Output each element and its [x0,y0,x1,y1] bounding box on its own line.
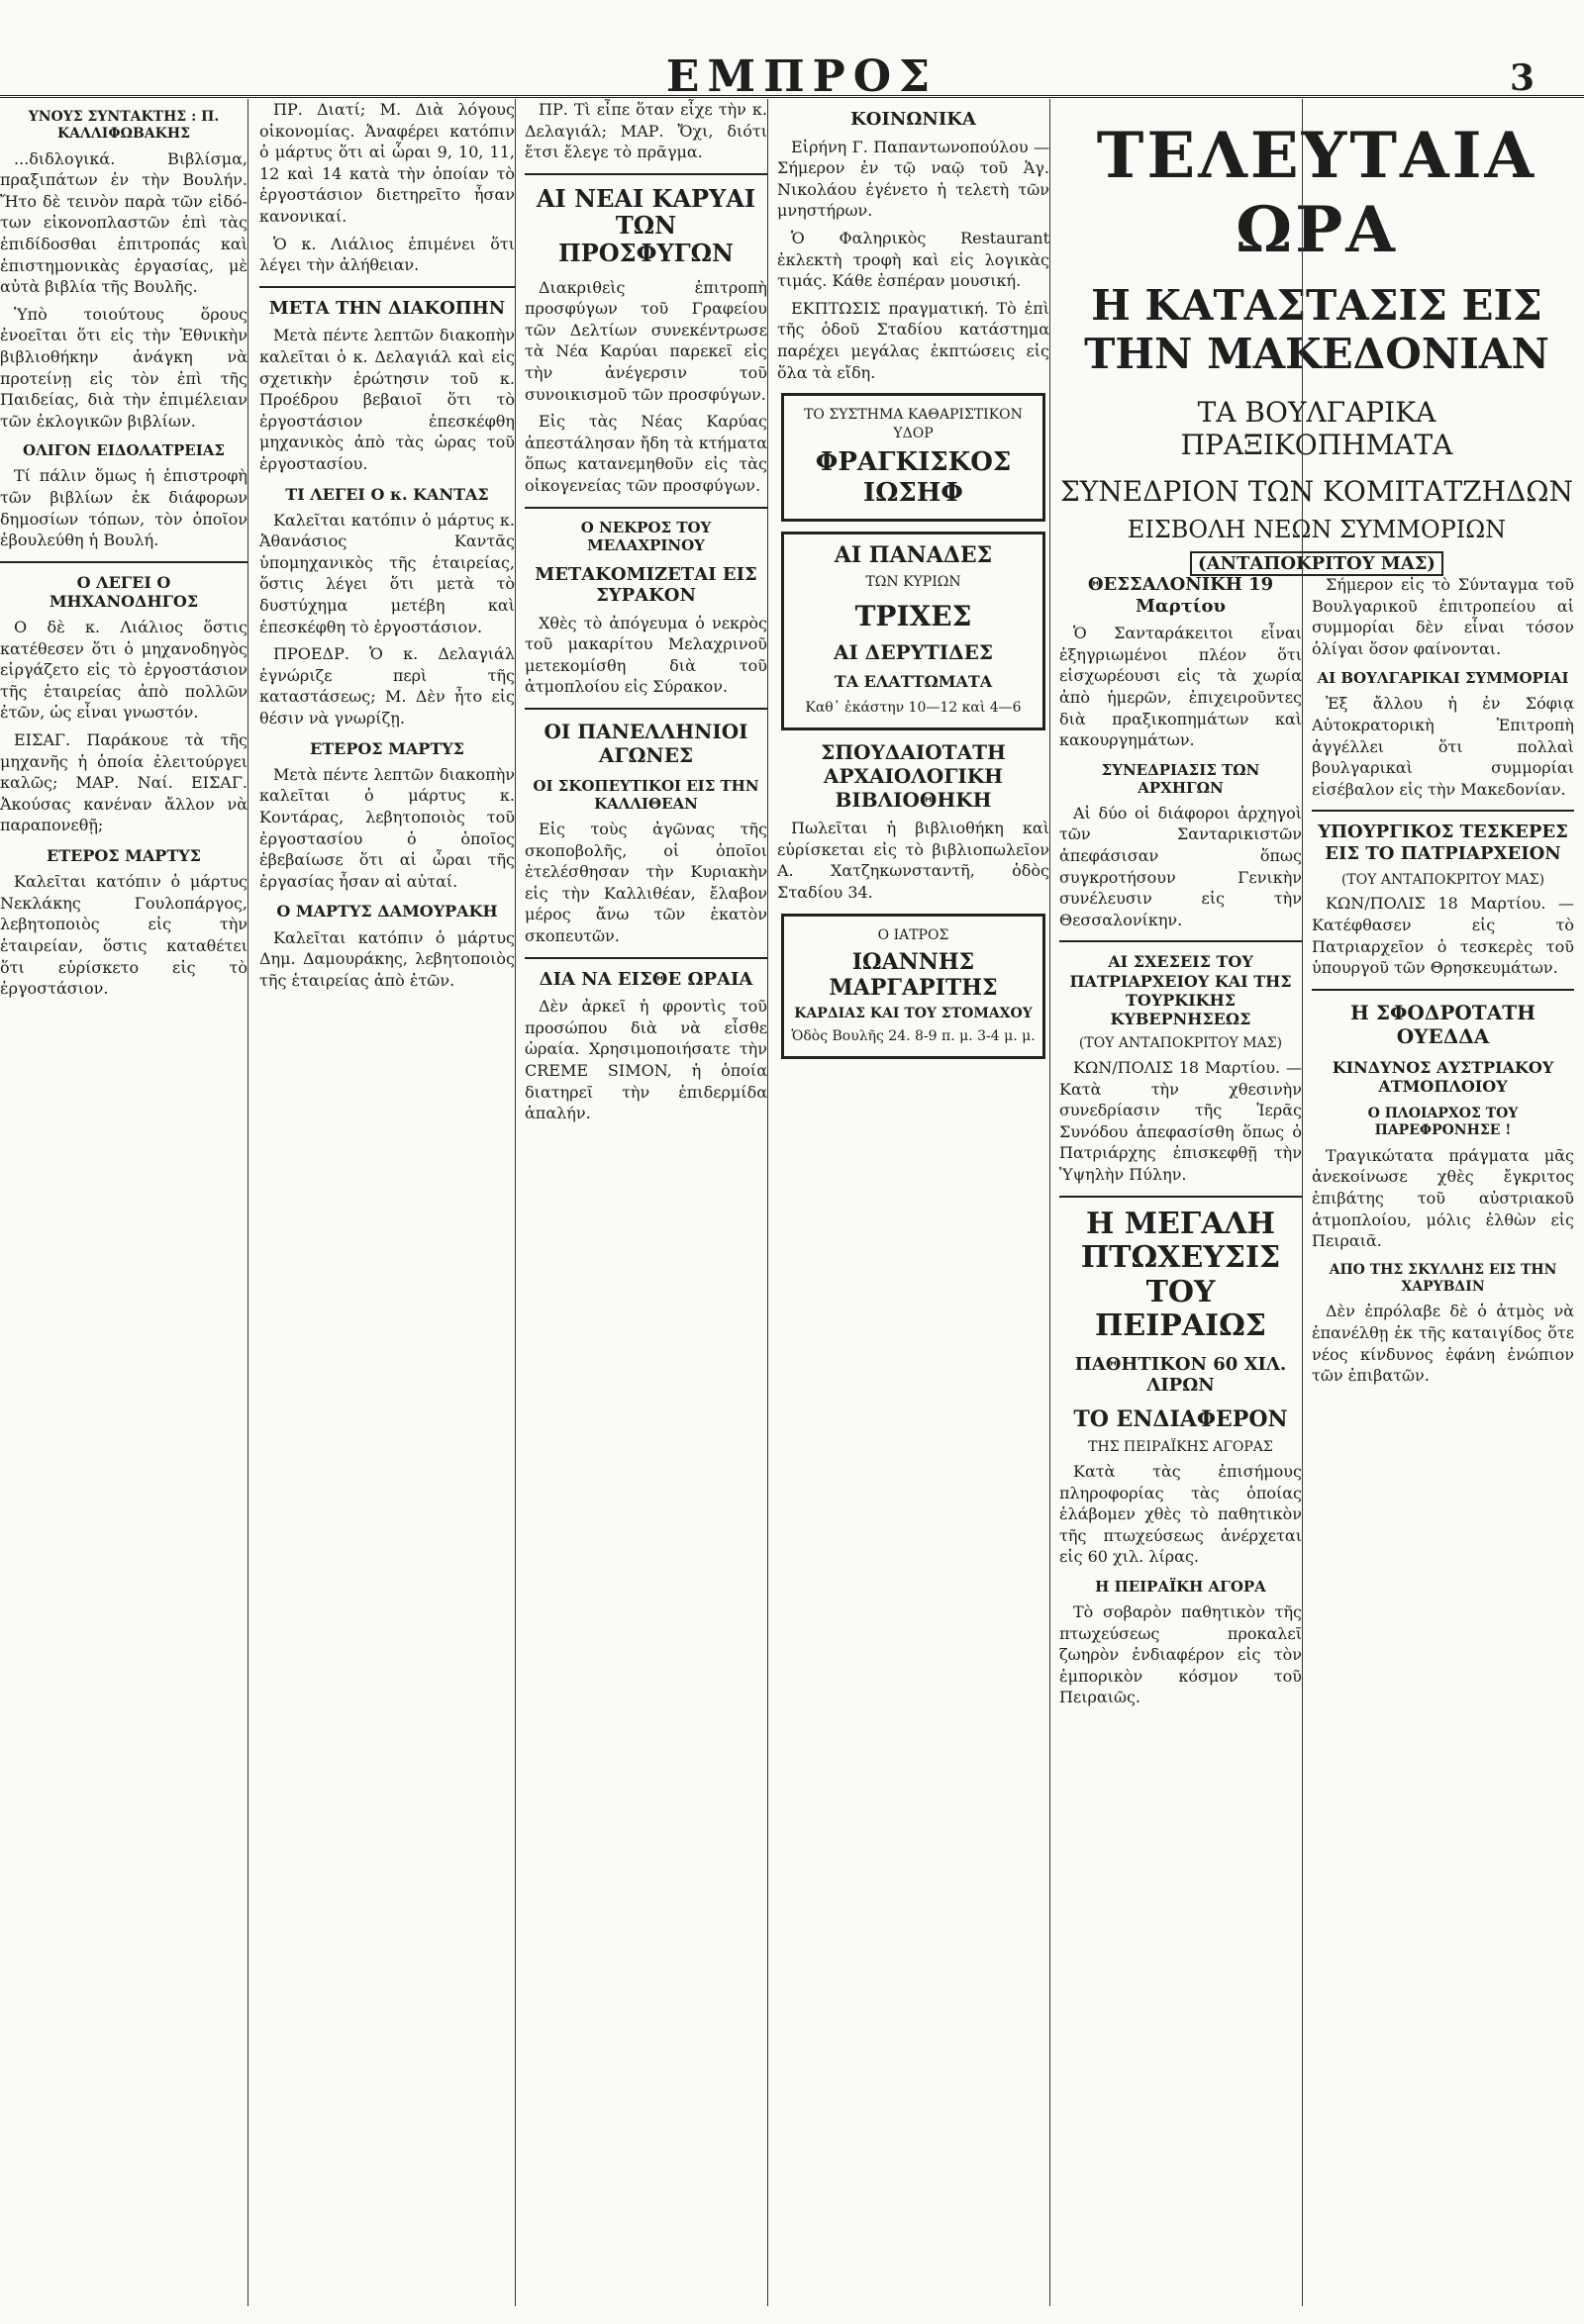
col3-heading: ΑΙ ΝΕΑΙ ΚΑΡΥΑΙ ΤΩΝ ΠΡΟΣΦΥΓΩΝ [536,183,756,267]
col2-heading: ΕΤΕΡΟΣ ΜΑΡΤΥΣ [310,738,464,758]
col2-paragraph: Ὁ κ. Λιάλιος ἐπιμένει ὅτι λέγει τὴν ἀλήθειαν. [259,234,515,275]
advertisement-frangiskos [781,393,1045,522]
col2-paragraph: Καλεῖται κατόπιν ὁ μάρτυς Δημ. Δαμουράκης, λεβητοποιὸς τῆς ἑταιρείας ἀπὸ ἐτῶν. [259,927,515,990]
col2-heading: ΤΙ ΛΕΓΕΙ Ο κ. ΚΑΝΤΑΣ [285,484,489,504]
ad-subtitle: ΚΑΡΔΙΑΣ ΚΑΙ ΤΟΥ ΣΤΟΜΑΧΟΥ [794,1006,1033,1022]
col6-paragraph: Ἐξ ἄλλου ἡ ἐν Σόφιᾳ Αὐτοκρατορικὴ Ἐπιτροπὴ ἀγγέλλει ὅτι πολλαὶ βουλγαρικαὶ συμμορίαι εἰσέβαλον εἰς τὴν Μακεδονίαν. [1312,694,1574,799]
divider [1312,989,1574,991]
col6-heading: ΥΠΟΥΡΓΙΚΟΣ ΤΕΣΚΕΡΕΣ ΕΙΣ ΤΟ ΠΑΤΡΙΑΡΧΕΙΟΝ [1318,822,1568,864]
column-6 [1312,99,1574,2306]
column-3 [525,99,768,2306]
banner-subheading: ΕΙΣΒΟΛΗ ΝΕΩΝ ΣΥΜΜΟΡΙΩΝ [1127,516,1507,543]
column-1-head: ΥΝΟΥΣ ΣΥΝΤΑΚΤΗΣ : Π. ΚΑΛΛΙΦΩΒΑΚΗΣ [28,109,220,142]
col5-heading: Η ΜΕΓΑΛΗ ΠΤΩΧΕΥΣΙΣ ΤΟΥ ΠΕΙΡΑΙΩΣ [1080,1206,1281,1344]
col2-paragraph: Μετὰ πέντε λεπτῶν διακοπὴν καλεῖται ὁ κ. Δελαγιάλ καὶ εἰς σχετικὴν ἐρώτησιν τοῦ κ. Προέδρου βεβαιοῖ ὅτι τὸ ἐργοστάσιον ἐπεσκέφθη μηχανικὸς ἀπὸ τὰς ὡρας τοῦ ἐργοστασίου. [259,326,515,473]
page-number: 3 [1509,57,1534,99]
col3-paragraph: Δὲν ἀρκεῖ ἡ φροντὶς τοῦ προσώπου διὰ νὰ εἶσθε ὡραία. Χρησιμοποιήσατε τὴν CREME SIMON, ἡ ὁποία διατηρεῖ τὴν ἐπιδερμίδα ἁπαλήν. [525,997,767,1123]
col4-heading: ΚΟΙΝΩΝΙΚΑ [850,109,976,130]
col6-credit: (ΤΟΥ ΑΝΤΑΠΟΚΡΙΤΟΥ ΜΑΣ) [1340,871,1545,888]
col5-dateline: ΘΕΣΣΑΛΟΝΙΚΗ 19 Μαρτίου [1087,574,1274,617]
advertisement-panades [781,532,1045,730]
col3-paragraph: Διακριθεὶς ἐπιτροπὴ προσφύγων τοῦ Γραφείου τῶν Δελτίων συνεκέντρωσε τὰ Νέα Καρύαι παρεκεῖ εἰς τὴν ἀνέγερσιν τοῦ συνοικισμοῦ τῶν προσφύγων. [525,277,767,404]
col5-paragraph: Αἱ δύο οἱ διάφοροι ἀρχηγοὶ τῶν Σανταρικιστῶν ἀπεφάσισαν ὅπως συγκροτήσουν Γενικὴν συνέλευσιν εἰς τὴν Θεσσαλονίκην. [1059,803,1302,929]
column-5 [1059,99,1303,2306]
col2-heading: ΜΕΤΑ ΤΗΝ ΔΙΑΚΟΠΗΝ [268,297,506,319]
col6-paragraph: Τραγικώτατα πράγματα μᾶς ἀνεκοίνωσε χθὲς ἔγκριτος ἐπιβάτης τοῦ αὐστριακοῦ ἀτμοπλοίου, μόλις ἐλθὼν εἰς Πειραιᾶ. [1312,1145,1574,1251]
col5-heading: ΣΥΝΕΔΡΙΑΣΙΣ ΤΩΝ ΑΡΧΗΓΩΝ [1101,760,1260,797]
col3-heading: ΟΙ ΠΑΝΕΛΛΗΝΙΟΙ ΑΓΩΝΕΣ [544,720,748,768]
col1-paragraph: Καλεῖται κατόπιν ὁ μάρτυς Νεκλάκης Γουλοπάργος, λεβητοποιὸς εἰς τὴν ἑταιρείαν, ὅστις καταθέτει ὅτι εὑρίσκετο εἰς τὸ ἐργοστάσιον. [0,872,248,999]
col3-paragraph: Εἰς τὰς Νέας Καρύας ἀπεστάλησαν ἤδη τὰ κτήματα ὅπως κατανεμηθοῦν εἰς τὰς οἰκογενείας τῶν προσφύγων. [525,412,767,495]
col6-heading: ΑΙ ΒΟΥΛΓΑΡΙΚΑΙ ΣΥΜΜΟΡΙΑΙ [1317,669,1569,688]
col1-heading: ΕΤΕΡΟΣ ΜΑΡΤΥΣ [47,846,201,865]
col2-paragraph: ΠΡ. Διατί; Μ. Διὰ λόγους οἰκονομίας. Ἀναφέρει κατόπιν ὁ μάρτυς ὅτι αἱ ὧραι 9, 10, 11, 12 καὶ 14 κατὰ τὴν ὁποίαν τὸ ἐργοστάσιον διετηρεῖτο ἦσαν κανονικαί. [259,100,515,226]
newspaper-title: ΕΜΠΡΟΣ [665,51,939,102]
col6-paragraph: Σήμερον εἰς τὸ Σύνταγμα τοῦ Βουλγαρικοῦ ἐπιτροπείου αἱ συμμορίαι δὲν εἶναι τόσον ὀλίγαι ὅσον φαίνονται. [1312,575,1574,658]
divider [1059,1196,1302,1198]
col6-paragraph: Δὲν ἐπρόλαβε δὲ ὁ ἀτμὸς νὰ ἐπανέλθῃ ἐκ τῆς καταιγίδος ὅτε νέος κίνδυνος ἐφάνη ἐνώπιον τῶν ἐπιβατῶν. [1312,1302,1574,1386]
ad-title: ΙΩΑΝΝΗΣ ΜΑΡΓΑΡΙΤΗΣ [829,948,998,1001]
banner-credit: (ΑΝΤΑΠΟΚΡΙΤΟΥ ΜΑΣ) [1190,551,1443,576]
col3-heading: Ο ΝΕΚΡΟΣ ΤΟΥ ΜΕΛΑΧΡΙΝΟΥ [580,518,712,554]
ad-subtitle: ΤΩΝ ΚΥΡΙΩΝ [865,573,961,590]
ad-hours: Καθ᾽ ἑκάστην 10—12 καὶ 4—6 [805,700,1022,717]
banner-subheading: ΤΑ ΒΟΥΛΓΑΡΙΚΑ ΠΡΑΞΙΚΟΠΗΜΑΤΑ [1180,396,1453,461]
col5-heading: Η ΠΕΙΡΑΪΚΗ ΑΓΟΡΑ [1095,1577,1266,1596]
col2-paragraph: Μετὰ πέντε λεπτῶν διακοπὴν καλεῖται ὁ μάρτυς κ. Κοντάρας, λεβητοποιὸς τοῦ ἐργοστασίου ὁ ὁποῖος ἐβεβαίωσε ὅτι αἱ ὧραι τῆς ἐργασίας ἦσαν αἱ αὐταί. [259,764,515,891]
col5-heading: ΑΙ ΣΧΕΣΕΙΣ ΤΟΥ ΠΑΤΡΙΑΡΧΕΙΟΥ ΚΑΙ ΤΗΣ ΤΟΥΡΚΙΚΗΣ ΚΥΒΕΡΝΗΣΕΩΣ [1069,952,1292,1028]
col5-heading: ΠΑΘΗΤΙΚΟΝ 60 ΧΙΛ. ΛΙΡΩΝ [1074,1353,1287,1397]
col6-heading: ΚΙΝΔΥΝΟΣ ΑΥΣΤΡΙΑΚΟΥ ΑΤΜΟΠΛΟΙΟΥ [1332,1057,1554,1096]
col6-heading: Ο ΠΛΟΙΑΡΧΟΣ ΤΟΥ ΠΑΡΕΦΡΟΝΗΣΕ ! [1367,1106,1519,1138]
masthead [0,0,1584,102]
divider [525,708,767,710]
banner-title: ΤΕΛΕΥΤΑΙΑ ΩΡΑ [1096,119,1537,267]
ad-word: ΤΡΙΧΕΣ [854,599,972,632]
col1-section-label: ΟΛΙΓΟΝ ΕΙΔΟΛΑΤΡΕΙΑΣ [23,441,225,460]
col6-heading: Η ΣΦΟΔΡΟΤΑΤΗ ΟΥΕΔΔΑ [1349,1000,1535,1048]
col1-heading: Ο ΛΕΓΕΙ Ο ΜΗΧΑΝΟΔΗΓΟΣ [49,572,199,611]
col3-heading: ΔΙΑ ΝΑ ΕΙΣΘΕ ΩΡΑΙΑ [539,968,753,990]
banner-subheading: ΣΥΝΕΔΡΙΟΝ ΤΩΝ ΚΟΜΙΤΑΤΖΗΔΩΝ [1060,475,1573,508]
col5-paragraph: Κατὰ τὰς ἐπισήμους πληροφορίας τὰς ὁποίας ἐλάβομεν χθὲς τὸ παθητικὸν τῆς πτωχεύσεως ἀνέρχεται εἰς 60 χιλ. λίρας. [1059,1461,1302,1567]
col1-paragraph: Τί πάλιν ὅμως ἡ ἐπιστροφὴ τῶν βιβλίων ἐκ διάφορων δημοσίων τόπων, τὸν ὁποῖον ἐβουλεύθη ἡ Βουλή. [0,466,248,550]
divider [525,173,767,175]
col3-paragraph: Χθὲς τὸ ἀπόγευμα ὁ νεκρὸς τοῦ μακαρίτου Μελαχρινοῦ μετεκομίσθη διὰ τοῦ ἀτμοπλοίου εἰς Σύρακον. [525,613,767,697]
divider [0,561,248,563]
col5-heading: ΤΟ ΕΝΔΙΑΦΕΡΟΝ [1073,1405,1288,1432]
col3-heading: ΜΕΤΑΚΟΜΙΖΕΤΑΙ ΕΙΣ ΣΥΡΑΚΟΝ [535,563,757,607]
col4-paragraph: Εἰρήνη Γ. Παπαντωνοπούλου — Σήμερον ἐν τῷ ναῷ τοῦ Ἁγ. Νικολάου ἐγένετο ἡ τελετὴ τῶν μνηστήρων. [777,137,1049,221]
col3-paragraph: Εἰς τοὺς ἀγῶνας τῆς σκοποβολῆς, οἱ ὁποῖοι ἐτελέσθησαν τὴν Κυριακὴν εἰς τὴν Καλλιθέαν, ἔλαβον μέρος ἄνω τῶν ἑκατὸν σκοπευτῶν. [525,820,767,946]
ad-subtitle: ΤΟ ΣΥΣΤΗΜΑ ΚΑΘΑΡΙΣΤΙΚΟΝ ΥΔΟΡ [804,407,1023,442]
col1-paragraph: ΕΙΣΑΓ. Παράκουε τὰ τῆς μηχανῆς ἡ ὁποία ἐλειτούργει καλῶς; ΜΑΡ. Ναί. ΕΙΣΑΓ. Ἀκούσας κανέναν ἄλλον νὰ παραπονεθῇ; [0,730,248,835]
col5-credit: (ΤΟΥ ΑΝΤΑΠΟΚΡΙΤΟΥ ΜΑΣ) [1078,1035,1283,1052]
ad-word: ΑΙ ΔΕΡΥΤΙΔΕΣ [833,640,994,665]
col2-paragraph: Καλεῖται κατόπιν ὁ μάρτυς κ. Ἀθανάσιος Καντᾶς ὑπομηχανικὸς τῆς ἑταιρείας, ὅστις λέγει ὅτι μετὰ τὸ δυστύχημα μετέβη καὶ ἐπεσκέφθη τὸ ἐργοστάσιον. [259,510,515,636]
col4-heading: ΣΠΟΥΔΑΙΟΤΑΤΗ ΑΡΧΑΙΟΛΟΓΙΚΗ ΒΙΒΛΙΟΘΗΚΗ [821,740,1006,813]
divider [259,286,515,288]
ad-word: ΤΑ ΕΛΑΤΤΩΜΑΤΑ [834,672,993,692]
col4-paragraph: ΕΚΠΤΩΣΙΣ πραγματική. Τὸ ἐπὶ τῆς ὁδοῦ Σταδίου κατάστημα παρέχει μεγάλας ἐκπτώσεις εἰς ὅλα τὰ εἴδη. [777,298,1049,382]
ad-subtitle: Ο ΙΑΤΡΟΣ [877,926,949,943]
col1-paragraph: Ο δὲ κ. Λιάλιος ὅστις κατέθεσεν ὅτι ὁ μηχανοδηγὸς εἰργάζετο εἰς τὸ ἐργοστάσιον τῆς ἑταιρείας ἀπὸ πολλῶν ἐτῶν, ὡς εἶναι γνωστόν. [0,618,248,723]
col3-paragraph: ΠΡ. Τὶ εἶπε ὅταν εἶχε τὴν κ. Δελαγιάλ; ΜΑΡ. Ὄχι, διότι ἔτσι ἔλεγε τὸ πρᾶγμα. [525,100,767,162]
ad-title: ΑΙ ΠΑΝΑΔΕΣ [834,542,993,569]
ad-title: ΦΡΑΓΚΙΣΚΟΣ ΙΩΣΗΦ [815,446,1012,509]
col1-paragraph: ...διδλογικά. Βιβλίσμα, πραξιπάτων ἐν τὴν Βουλήν. Ἤτο δὲ τεινὸν παρὰ τῶν εἰδό- των εἰκονοπλαστῶν ἐπὶ τὰς ἐπιδίδοσθαι ἐπιτροπάς καὶ ἐπιστημονικὰς ἐργασίας, μὲ αὐτὰ βιβλία τῆς Βουλῆς. [0,148,248,297]
col1-paragraph: Ὑπὸ τοιούτους ὅρους ἐνοεῖται ὅτι εἰς τὴν Ἐθνικὴν βιβλιοθήκην ἀνάγκη νὰ προτείνῃ εἰς τὸν ἐπὶ τῆς Παιδείας, διὰ τὴν ἐπιμέλειαν τῶν ἐκλογικῶν βιβλίων. [0,304,248,431]
col4-paragraph: Πωλεῖται ἡ βιβλιοθήκη καὶ εὑρίσκεται εἰς τὸ βιβλιοπωλεῖον Α. Χατζηκωνσταντῆ, ὁδὸς Σταδίου 34. [777,819,1049,903]
divider [1059,940,1302,942]
col5-subheading: ΤΗΣ ΠΕΙΡΑΪΚΗΣ ΑΓΟΡΑΣ [1088,1439,1273,1456]
col5-paragraph: Ὁ Σανταράκειτοι εἶναι ἐξηγριωμένοι πλέον ὅτι εἰσχωρέουσι εἰς τὰ χωρία ἀπὸ ἡμερῶν, ἐπιχειροῦντες διὰ πραξικοπημάτων καὶ κακουργημάτων. [1059,624,1302,750]
col5-paragraph: ΚΩΝ/ΠΟΛΙΣ 18 Μαρτίου. — Κατὰ τὴν χθεσινὴν συνεδρίασιν τῆς Ἱερᾶς Συνόδου ἀπεφασίσθη ὅπως ὁ Πατριάρχης ἐπισκεφθῇ τὴν Ὑψηλὴν Πύλην. [1059,1057,1302,1184]
advertisement-doctor [781,914,1045,1059]
col2-heading: Ο ΜΑΡΤΥΣ ΔΑΜΟΥΡΑΚΗ [276,902,498,921]
divider [1312,810,1574,812]
banner-headline: Η ΚΑΤΑΣΤΑΣΙΣ ΕΙΣ ΤΗΝ ΜΑΚΕΔΟΝΙΑΝ [1084,281,1549,378]
col6-paragraph: ΚΩΝ/ΠΟΛΙΣ 18 Μαρτίου. — Κατέφθασεν εἰς τὸ Πατριαρχεῖον ὁ τεσκερὲς τοῦ ὑπουργοῦ τῶν Θρησκευμάτων. [1312,894,1574,978]
ad-address: Ὁδὸς Βουλῆς 24. 8-9 π. μ. 3-4 μ. μ. [791,1028,1036,1045]
column-1 [0,99,248,2306]
col6-heading: ΑΠΟ ΤΗΣ ΣΚΥΛΛΗΣ ΕΙΣ ΤΗΝ ΧΑΡΥΒΔΙΝ [1329,1261,1557,1295]
col3-heading: ΟΙ ΣΚΟΠΕΥΤΙΚΟΙ ΕΙΣ ΤΗΝ ΚΑΛΛΙΘΕΑΝ [533,777,759,814]
col2-paragraph: ΠΡΟΕΔΡ. Ὁ κ. Δελαγιάλ ἐγνώριζε περὶ τῆς καταστάσεως; Μ. Δὲν ἦτο εἰς θέσιν νὰ γνωρίζῃ. [259,644,515,728]
col5-paragraph: Τὸ σοβαρὸν παθητικὸν τῆς πτωχεύσεως προκαλεῖ ζωηρὸν ἐνδιαφέρον εἰς τὸν ἐμπορικὸν κόσμον τοῦ Πειραιῶς. [1059,1601,1302,1707]
column-4 [777,99,1050,2306]
col4-paragraph: Ὁ Φαληρικὸς Restaurant ἐκλεκτὴ τροφὴ καὶ εἰς λογικὰς τιμάς. Κάθε ἑσπέραν μουσική. [777,228,1049,291]
divider [525,957,767,959]
column-2 [259,99,516,2306]
divider [525,507,767,509]
